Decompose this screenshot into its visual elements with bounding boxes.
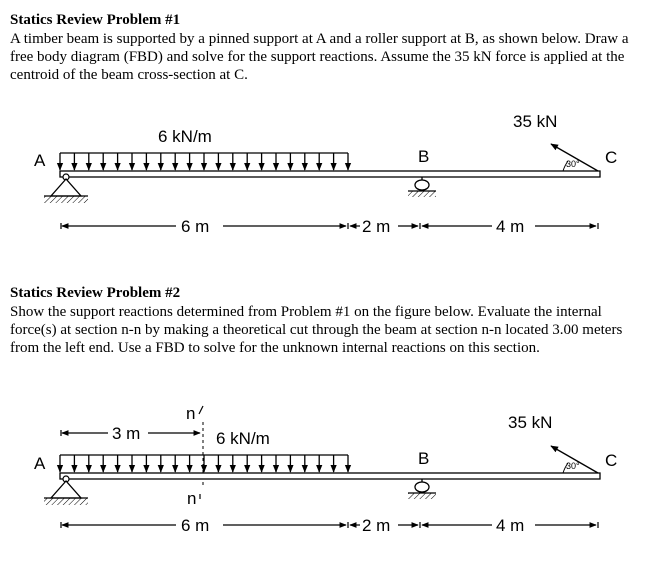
figure-1-beam-diagram: [0, 100, 655, 250]
label-c: C: [605, 148, 618, 167]
distributed-load-label: 6 kN/m: [216, 429, 270, 448]
angle-label: 30°: [566, 461, 580, 471]
point-force-arrow: [551, 144, 598, 171]
label-a: A: [34, 454, 46, 473]
roller-support-b: [408, 479, 436, 499]
pinned-support-a: [44, 174, 88, 203]
dimension-6m: 6 m: [181, 516, 210, 535]
point-force-arrow: [551, 446, 598, 473]
problem-1-heading: Statics Review Problem #1: [10, 12, 181, 28]
dimension-6m: 6 m: [181, 217, 210, 236]
distributed-load-arrows: [60, 455, 348, 472]
roller-support-b: [408, 177, 436, 197]
label-c: C: [605, 451, 618, 470]
problem-2-text: Show the support reactions determined from Problem #1 on the figure below. Evaluate the internal force(s) at section n-n by making a theoretical cut through the beam at section n-n located 3.00 meters from the left end. Use a FBD to solve for the unknown internal reactions on this section.: [10, 304, 623, 356]
problem-1: [10, 11, 650, 84]
angle-label: 30°: [566, 159, 580, 169]
problem-2-heading: Statics Review Problem #2: [10, 285, 181, 301]
distributed-load-label: 6 kN/m: [158, 127, 212, 146]
section-tick-top: [199, 406, 203, 414]
dimension-4m: 4 m: [496, 217, 525, 236]
point-force-label: 35 kN: [508, 413, 553, 432]
beam: [60, 473, 600, 479]
section-label-bottom: n: [187, 489, 197, 508]
pinned-support-a: [44, 476, 88, 505]
section-dimension-3m: 3 m: [112, 424, 141, 443]
problem-1-text: A timber beam is supported by a pinned support at A and a roller support at B, as shown below. Draw a free body diagram (FBD) and solve for the support reactions. Assume the 35 kN force is applied at the centroid of the beam cross-section at C.: [10, 31, 629, 83]
dimension-2m: 2 m: [362, 516, 391, 535]
point-force-label: 35 kN: [513, 112, 558, 131]
figure-2-beam-diagram: [0, 398, 655, 558]
label-b: B: [418, 449, 430, 468]
beam: [60, 171, 600, 177]
dimension-2m: 2 m: [362, 217, 391, 236]
problem-2: [10, 284, 650, 357]
distributed-load-arrows: [60, 153, 348, 170]
dimension-4m: 4 m: [496, 516, 525, 535]
label-b: B: [418, 147, 430, 166]
section-label-top: n: [186, 404, 196, 423]
label-a: A: [34, 151, 46, 170]
